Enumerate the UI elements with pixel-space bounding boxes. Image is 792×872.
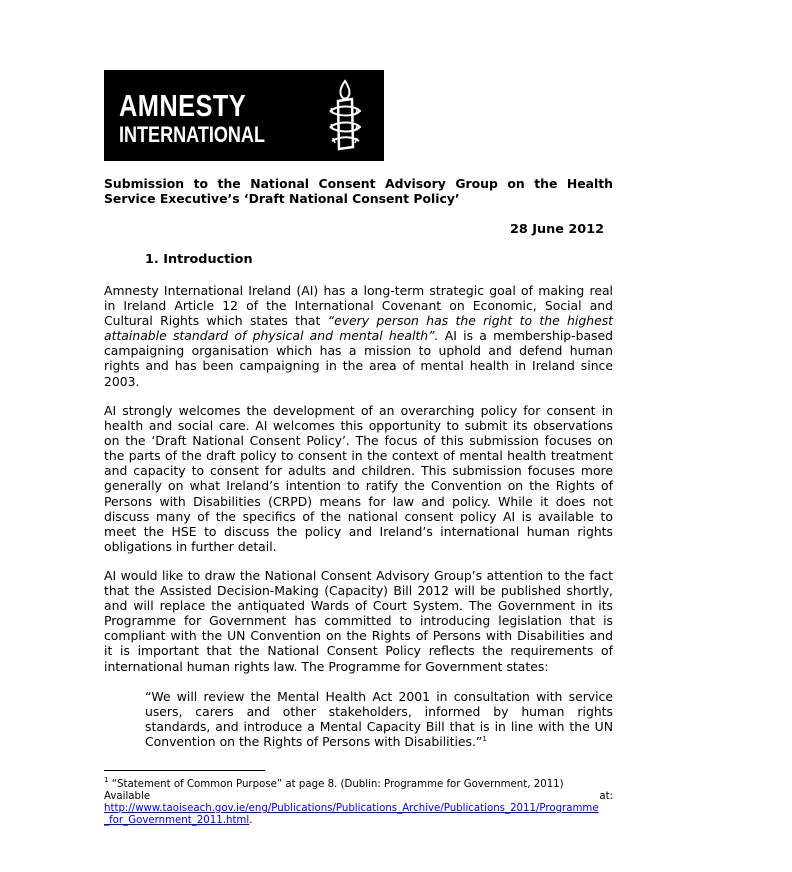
paragraph-line: that the Assisted Decision-Making (Capacity) Bill 2012 will be published shortly, xyxy=(104,583,613,599)
logo-line-amnesty: AMNESTY xyxy=(119,88,247,123)
footnote-line xyxy=(104,776,613,791)
paragraph-line xyxy=(104,328,613,343)
footnote-link-end: . xyxy=(249,815,253,826)
paragraph-line xyxy=(104,313,613,328)
quote-line: standards, and introduce a Mental Capacity Bill that is in line with the UN xyxy=(145,719,613,735)
title-line: Service Executive’s ‘Draft National Consent Policy’ xyxy=(104,190,460,206)
paragraph-line: the parts of the draft policy to consent in the context of mental health treatment xyxy=(104,448,613,464)
candle-barbed-wire-icon xyxy=(328,79,362,153)
quote-line: users, carers and other stakeholders, informed by human rights xyxy=(145,704,613,720)
paragraph-welcome xyxy=(104,403,613,554)
footnote-separator xyxy=(104,770,265,771)
document-title xyxy=(104,177,613,206)
footnote-link[interactable]: http://www.taoiseach.gov.ie/eng/Publications/Publications_Archive/Publications_2011/Programme xyxy=(104,803,599,814)
paragraph-line: AI would like to draw the National Consent Advisory Group’s attention to the fact xyxy=(104,568,613,583)
footnote-link-line xyxy=(104,815,613,827)
footnote-reference[interactable]: 1 xyxy=(482,735,487,744)
paragraph-line: Programme for Government has committed to introducing legislation that is xyxy=(104,613,613,629)
logo-line-international: INTERNATIONAL xyxy=(119,122,265,147)
footnote-link-line xyxy=(104,803,613,815)
logo-wordmark xyxy=(119,90,265,147)
amnesty-logo xyxy=(104,70,384,161)
section-heading: 1. Introduction xyxy=(145,252,253,267)
footnote-available: Available xyxy=(104,791,151,802)
quote-line: “We will review the Mental Health Act 2001 in consultation with service xyxy=(145,689,613,704)
paragraph-line: international human rights law. The Programme for Government states: xyxy=(104,658,549,674)
paragraph-introduction xyxy=(104,283,613,389)
paragraph-line: AI strongly welcomes the development of an overarching policy for consent in xyxy=(104,403,613,418)
paragraph-line: meet the HSE to discuss the policy and Ireland’s international human rights xyxy=(104,523,613,539)
paragraph-line: and will replace the antiquated Wards of Court System. The Government in its xyxy=(104,598,613,614)
quote-line xyxy=(145,734,613,749)
paragraph-capacity-bill xyxy=(104,568,613,674)
footnote-number: 1 xyxy=(104,776,109,784)
paragraph-line: 2003. xyxy=(104,373,140,389)
quote-italic: “every person has the right to the highest xyxy=(327,313,614,329)
paragraph-line: on the ‘Draft National Consent Policy’. The focus of this submission focuses on xyxy=(104,433,613,449)
paragraph-line: discuss many of the specifics of the national consent policy AI is available to xyxy=(104,508,613,524)
paragraph-line: rights and has been campaigning in the area of mental health in Ireland since xyxy=(104,358,613,374)
paragraph-line: Amnesty International Ireland (AI) has a long-term strategic goal of making real xyxy=(104,283,613,298)
paragraph-line: it is important that the National Consent Policy reflects the requirements of xyxy=(104,643,613,659)
paragraph-line: and capacity to consent for adults and children. This submission focuses more xyxy=(104,463,613,479)
line-segment: AI is a membership-based xyxy=(438,328,613,344)
paragraph-line: compliant with the UN Convention on the Rights of Persons with Disabilities and xyxy=(104,628,613,644)
line-segment: Cultural Rights which states that xyxy=(104,313,328,329)
programme-quote xyxy=(145,689,613,749)
footnote-line xyxy=(104,791,613,803)
paragraph-line: obligations in further detail. xyxy=(104,538,277,554)
paragraph-line: generally on what Ireland’s intention to ratify the Convention on the Rights of xyxy=(104,478,613,494)
document-date: 28 June 2012 xyxy=(510,222,604,237)
quote-text: Convention on the Rights of Persons with Disabilities.” xyxy=(145,734,483,750)
paragraph-line: health and social care. AI welcomes this opportunity to submit its observations xyxy=(104,418,613,434)
footnote-at: at: xyxy=(599,791,613,802)
paragraph-line: in Ireland Article 12 of the International Covenant on Economic, Social and xyxy=(104,298,613,314)
quote-italic: attainable standard of physical and mental health”. xyxy=(104,328,439,344)
paragraph-line: campaigning organisation which has a mission to uphold and defend human xyxy=(104,343,613,359)
title-line: Submission to the National Consent Advisory Group on the Health xyxy=(104,176,613,191)
footnote-text: “Statement of Common Purpose” at page 8. (Dublin: Programme for Government, 2011) xyxy=(108,779,564,790)
paragraph-line: Persons with Disabilities (CRPD) means for law and policy. While it does not xyxy=(104,493,613,509)
footnote-link-continued[interactable]: _for_Government_2011.html xyxy=(104,815,250,826)
footnote xyxy=(104,776,613,827)
